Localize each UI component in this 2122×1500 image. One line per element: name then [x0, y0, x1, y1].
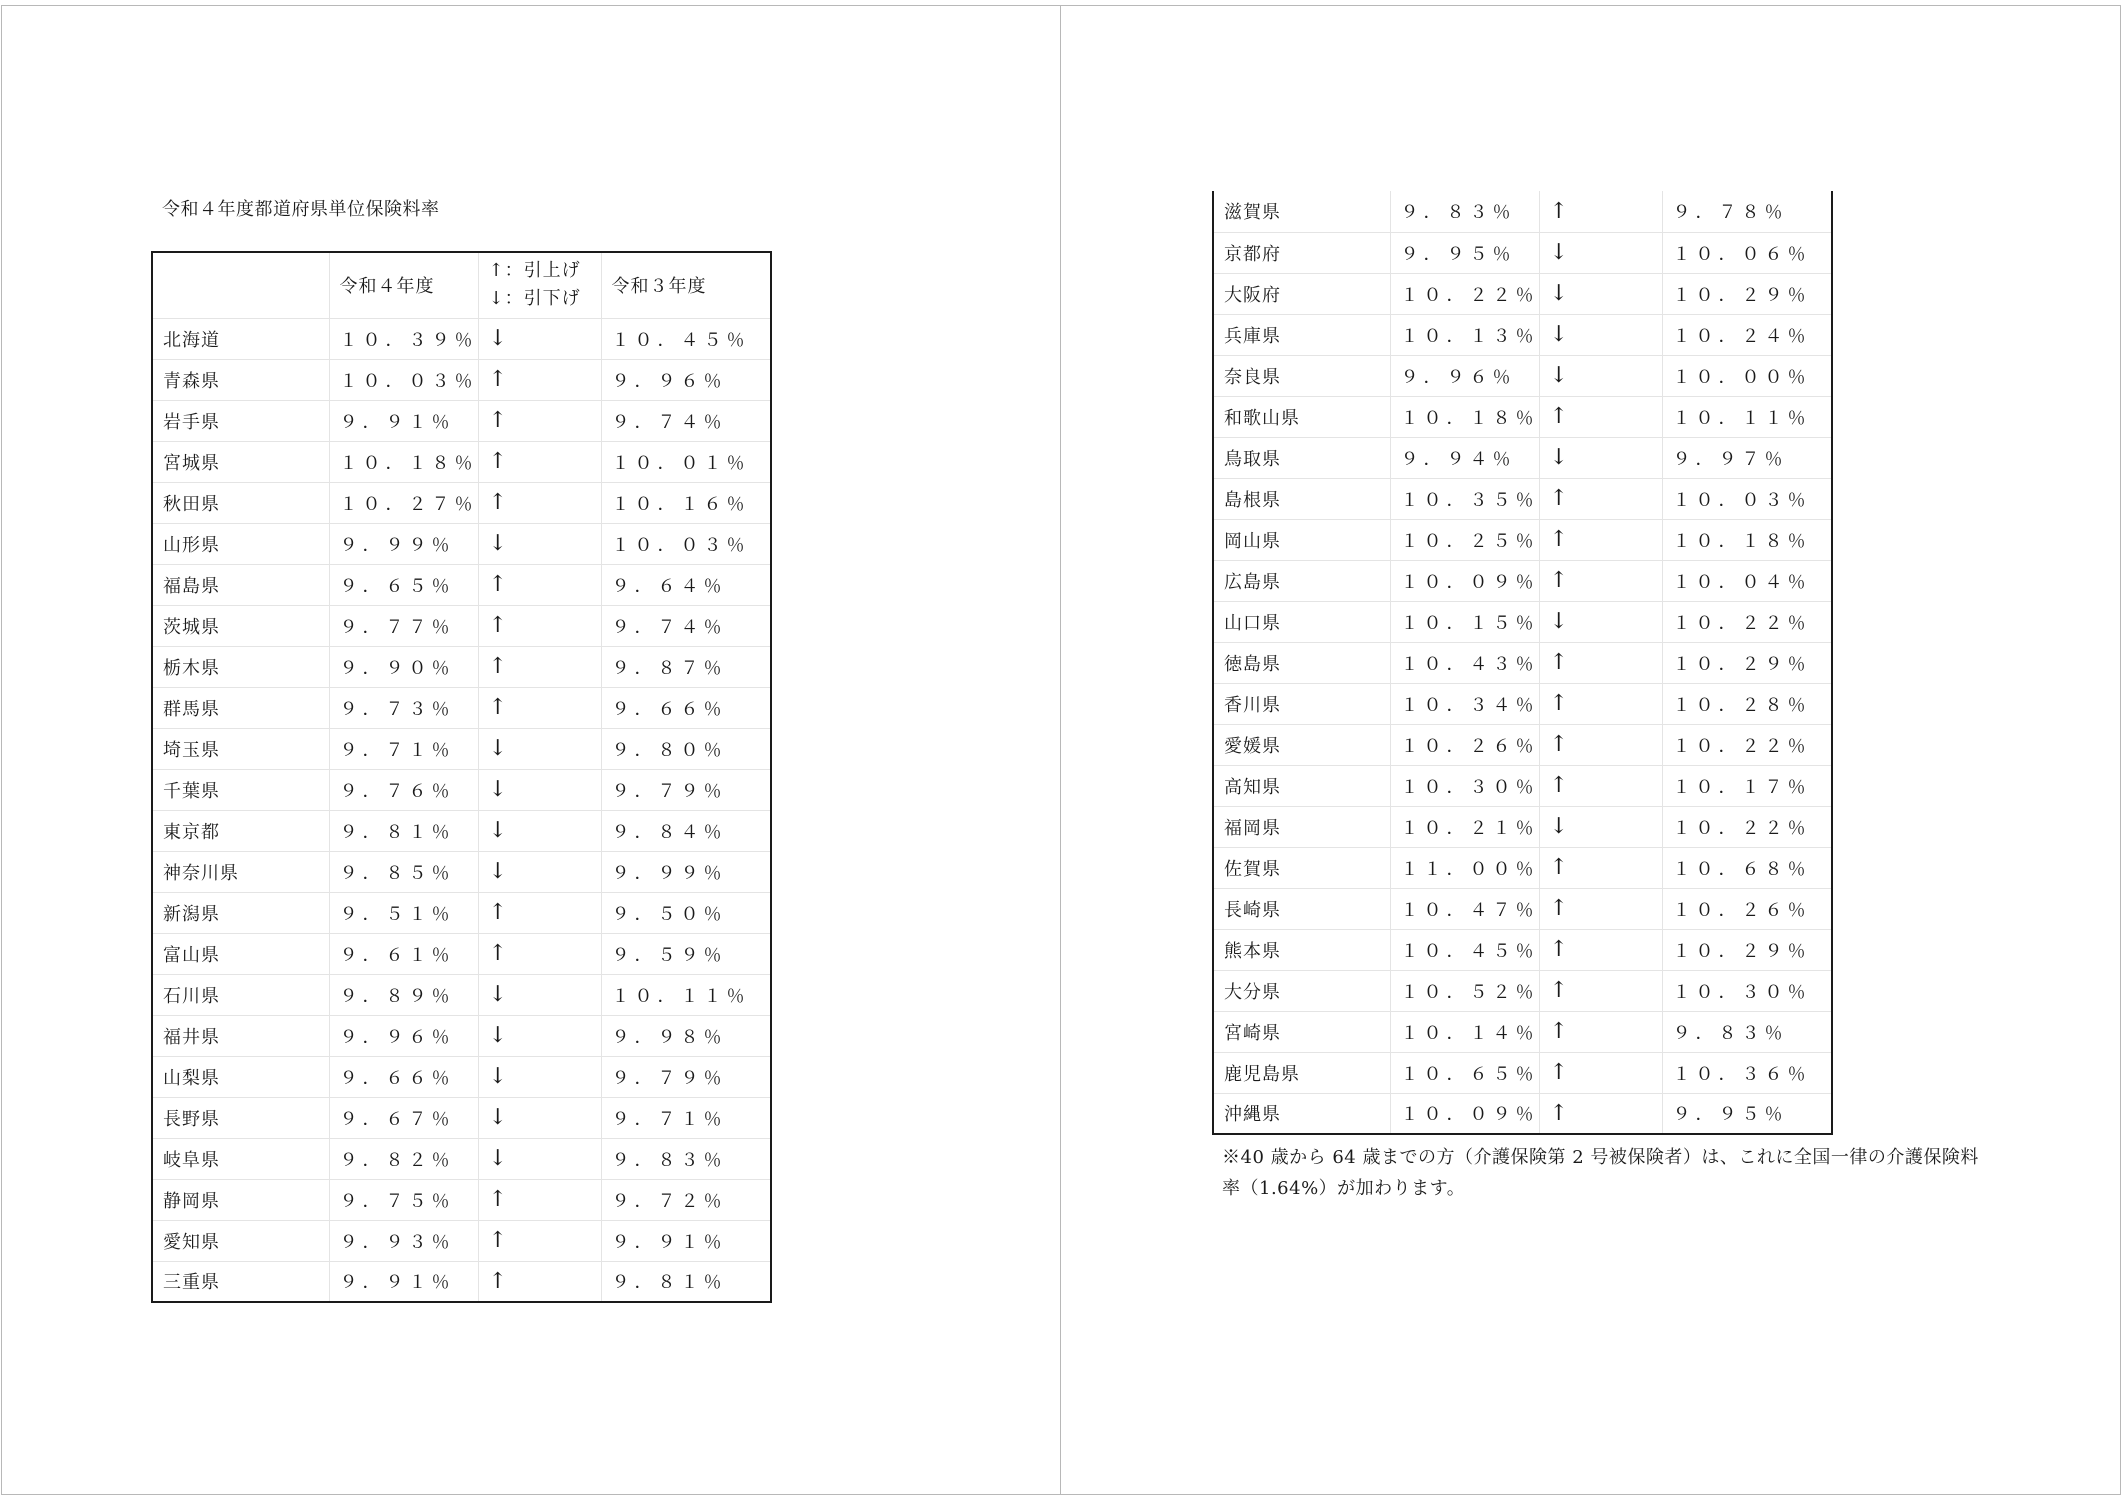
reiwa4-rate-cell: １０．４５％	[1390, 929, 1539, 970]
prefecture-cell: 山形県	[152, 523, 329, 564]
reiwa4-rate-cell: １０．４３％	[1390, 642, 1539, 683]
reiwa3-rate-cell: ９．８１％	[601, 1261, 771, 1302]
prefecture-cell: 東京都	[152, 810, 329, 851]
reiwa4-rate-cell: ９．７３％	[329, 687, 478, 728]
change-arrow-cell: ↓	[478, 318, 601, 359]
reiwa3-rate-cell: ９．８４％	[601, 810, 771, 851]
reiwa3-rate-cell: ９．６６％	[601, 687, 771, 728]
reiwa4-rate-cell: １０．０９％	[1390, 560, 1539, 601]
prefecture-cell: 静岡県	[152, 1179, 329, 1220]
rate-table-left	[151, 251, 772, 1303]
header-legend	[478, 252, 601, 318]
prefecture-cell: 岡山県	[1213, 519, 1390, 560]
reiwa3-rate-cell: １０．００％	[1662, 355, 1832, 396]
table-row	[152, 605, 771, 646]
change-arrow-cell: ↑	[478, 1261, 601, 1302]
prefecture-cell: 大阪府	[1213, 273, 1390, 314]
table-row	[152, 523, 771, 564]
prefecture-cell: 茨城県	[152, 605, 329, 646]
reiwa3-rate-cell: １０．２９％	[1662, 273, 1832, 314]
reiwa4-rate-cell: ９．８９％	[329, 974, 478, 1015]
change-arrow-cell: ↓	[1539, 273, 1662, 314]
reiwa3-rate-cell: １０．４５％	[601, 318, 771, 359]
reiwa4-rate-cell: １０．３５％	[1390, 478, 1539, 519]
prefecture-cell: 長野県	[152, 1097, 329, 1138]
table-row	[1213, 560, 1832, 601]
reiwa3-rate-cell: １０．１８％	[1662, 519, 1832, 560]
change-arrow-cell: ↑	[478, 1220, 601, 1261]
table-row	[152, 482, 771, 523]
prefecture-cell: 福井県	[152, 1015, 329, 1056]
table-row	[1213, 1011, 1832, 1052]
change-arrow-cell: ↑	[478, 359, 601, 400]
reiwa4-rate-cell: ９．９４％	[1390, 437, 1539, 478]
change-arrow-cell: ↑	[478, 441, 601, 482]
reiwa3-rate-cell: ９．８３％	[1662, 1011, 1832, 1052]
table-row	[152, 1220, 771, 1261]
change-arrow-cell: ↑	[478, 646, 601, 687]
table-row	[152, 1097, 771, 1138]
reiwa3-rate-cell: １０．１１％	[1662, 396, 1832, 437]
reiwa4-rate-cell: ９．９０％	[329, 646, 478, 687]
prefecture-cell: 滋賀県	[1224, 202, 1281, 224]
prefecture-cell: 熊本県	[1213, 929, 1390, 970]
prefecture-cell: 岩手県	[152, 400, 329, 441]
change-arrow-cell: ↑	[1539, 970, 1662, 1011]
header-reiwa4: 令和４年度	[329, 252, 478, 318]
reiwa4-rate-cell: ９．６１％	[329, 933, 478, 974]
table-row	[1213, 355, 1832, 396]
table-row	[152, 687, 771, 728]
table-row	[152, 646, 771, 687]
reiwa3-rate-cell: ９．７８％	[1662, 191, 1832, 232]
reiwa4-rate-cell: ９．８２％	[329, 1138, 478, 1179]
prefecture-cell: 山口県	[1213, 601, 1390, 642]
prefecture-cell: 愛知県	[152, 1220, 329, 1261]
prefecture-cell: 徳島県	[1213, 642, 1390, 683]
change-arrow-cell: ↓	[478, 728, 601, 769]
table-row	[1213, 642, 1832, 683]
reiwa3-rate-cell: １０．２２％	[1662, 601, 1832, 642]
reiwa3-rate-cell: ９．９５％	[1662, 1093, 1832, 1134]
prefecture-cell: 鳥取県	[1213, 437, 1390, 478]
prefecture-cell: 秋田県	[152, 482, 329, 523]
reiwa4-rate-cell: ９．８５％	[329, 851, 478, 892]
change-arrow-cell: ↑	[1539, 1011, 1662, 1052]
table-row	[152, 892, 771, 933]
reiwa3-rate-cell: ９．６４％	[601, 564, 771, 605]
table-row	[152, 318, 771, 359]
prefecture-cell: 北海道	[152, 318, 329, 359]
change-arrow-cell: ↑	[1539, 642, 1662, 683]
change-arrow-cell: ↑	[1539, 478, 1662, 519]
reiwa4-rate-cell: ９．７６％	[329, 769, 478, 810]
reiwa3-rate-cell: ９．７４％	[601, 400, 771, 441]
table-row	[152, 810, 771, 851]
change-arrow-cell: ↓	[1539, 437, 1662, 478]
prefecture-cell: 千葉県	[152, 769, 329, 810]
reiwa4-rate-cell: ９．９１％	[329, 400, 478, 441]
prefecture-cell: 神奈川県	[152, 851, 329, 892]
change-arrow-cell: ↓	[478, 1015, 601, 1056]
reiwa3-rate-cell: ９．７９％	[601, 769, 771, 810]
table-row	[152, 851, 771, 892]
table-row	[1213, 806, 1832, 847]
prefecture-cell: 福岡県	[1213, 806, 1390, 847]
reiwa4-rate-cell: ９．７７％	[329, 605, 478, 646]
table-row	[1213, 396, 1832, 437]
table-row	[152, 564, 771, 605]
reiwa4-rate-cell: ９．９６％	[1390, 355, 1539, 396]
change-arrow-cell: ↑	[478, 892, 601, 933]
reiwa4-rate-cell: １０．２５％	[1390, 519, 1539, 560]
table-row	[1213, 273, 1832, 314]
table-row	[1213, 519, 1832, 560]
change-arrow-cell: ↑	[478, 687, 601, 728]
prefecture-cell: 大分県	[1213, 970, 1390, 1011]
table-row	[152, 1179, 771, 1220]
table-row	[1213, 437, 1832, 478]
reiwa3-rate-cell: ９．８３％	[601, 1138, 771, 1179]
rate-table-right	[1212, 191, 1833, 1135]
change-arrow-cell: ↓	[478, 1056, 601, 1097]
reiwa4-rate-cell: ９．７５％	[329, 1179, 478, 1220]
change-arrow-cell: ↑	[1539, 1052, 1662, 1093]
prefecture-cell: 青森県	[152, 359, 329, 400]
reiwa3-rate-cell: ９．７２％	[601, 1179, 771, 1220]
reiwa3-rate-cell: １０．２２％	[1662, 806, 1832, 847]
reiwa4-rate-cell: ９．９１％	[329, 1261, 478, 1302]
reiwa3-rate-cell: １０．２９％	[1662, 929, 1832, 970]
header-prefecture	[152, 252, 329, 318]
table-row	[1213, 1052, 1832, 1093]
change-arrow-cell: ↓	[478, 810, 601, 851]
change-arrow-cell: ↑	[478, 482, 601, 523]
reiwa3-rate-cell: １０．２６％	[1662, 888, 1832, 929]
prefecture-cell: 佐賀県	[1213, 847, 1390, 888]
reiwa3-rate-cell: １０．０６％	[1662, 232, 1832, 273]
table-row	[152, 400, 771, 441]
table-row	[152, 1056, 771, 1097]
table-row	[152, 359, 771, 400]
reiwa3-rate-cell: １０．１７％	[1662, 765, 1832, 806]
prefecture-cell: 群馬県	[152, 687, 329, 728]
change-arrow-cell: ↓	[478, 1138, 601, 1179]
reiwa4-rate-cell: ９．９６％	[329, 1015, 478, 1056]
change-arrow-cell: ↑	[478, 1179, 601, 1220]
table-row	[152, 1138, 771, 1179]
prefecture-cell: 愛媛県	[1213, 724, 1390, 765]
header-reiwa3: 令和３年度	[601, 252, 771, 318]
table-row	[152, 728, 771, 769]
reiwa4-rate-cell: １０．１４％	[1390, 1011, 1539, 1052]
prefecture-cell: 山梨県	[152, 1056, 329, 1097]
prefecture-cell: 島根県	[1213, 478, 1390, 519]
change-arrow-cell: ↓	[1539, 232, 1662, 273]
reiwa3-rate-cell: ９．８０％	[601, 728, 771, 769]
table-row	[1213, 765, 1832, 806]
table-row	[1213, 970, 1832, 1011]
reiwa4-rate-cell: １０．１８％	[1390, 396, 1539, 437]
reiwa4-rate-cell: ９．８３％	[1390, 191, 1539, 232]
table-row	[1213, 929, 1832, 970]
reiwa4-rate-cell: １０．５２％	[1390, 970, 1539, 1011]
legend-down: ↓：引下げ	[488, 288, 581, 310]
table-row	[152, 441, 771, 482]
reiwa4-rate-cell: １１．００％	[1390, 847, 1539, 888]
reiwa4-rate-cell: １０．３９％	[329, 318, 478, 359]
reiwa3-rate-cell: ９．５９％	[601, 933, 771, 974]
reiwa4-rate-cell: ９．７１％	[329, 728, 478, 769]
reiwa4-rate-cell: ９．６５％	[329, 564, 478, 605]
prefecture-cell: 長崎県	[1213, 888, 1390, 929]
reiwa3-rate-cell: ９．７４％	[601, 605, 771, 646]
change-arrow-cell: ↑	[1539, 683, 1662, 724]
reiwa3-rate-cell: １０．１１％	[601, 974, 771, 1015]
prefecture-cell: 石川県	[152, 974, 329, 1015]
reiwa3-rate-cell: ９．８７％	[601, 646, 771, 687]
table-row	[152, 769, 771, 810]
reiwa4-rate-cell: ９．６７％	[329, 1097, 478, 1138]
reiwa4-rate-cell: ９．９９％	[329, 523, 478, 564]
prefecture-cell: 京都府	[1213, 232, 1390, 273]
change-arrow-cell: ↓	[478, 769, 601, 810]
reiwa4-rate-cell: ９．６６％	[329, 1056, 478, 1097]
reiwa3-rate-cell: １０．３６％	[1662, 1052, 1832, 1093]
reiwa4-rate-cell: １０．３４％	[1390, 683, 1539, 724]
change-arrow-cell: ↑	[478, 933, 601, 974]
footnote: ※40 歳から 64 歳までの方（介護保険第 2 号被保険者）は、これに全国一律の介護保険料率（1.64%）が加わります。	[1222, 1147, 1979, 1199]
change-arrow-cell: ↑	[478, 605, 601, 646]
prefecture-cell: 岐阜県	[152, 1138, 329, 1179]
reiwa4-rate-cell: １０．０９％	[1390, 1093, 1539, 1134]
change-arrow-cell: ↓	[478, 1097, 601, 1138]
change-arrow-cell: ↑	[1539, 724, 1662, 765]
change-arrow-cell: ↑	[1539, 191, 1662, 232]
reiwa3-rate-cell: ９．９９％	[601, 851, 771, 892]
table-row	[1213, 1093, 1832, 1134]
table-row	[152, 933, 771, 974]
reiwa3-rate-cell: １０．２９％	[1662, 642, 1832, 683]
prefecture-cell: 沖縄県	[1213, 1093, 1390, 1134]
reiwa3-rate-cell: ９．７１％	[601, 1097, 771, 1138]
reiwa3-rate-cell: １０．３０％	[1662, 970, 1832, 1011]
change-arrow-cell: ↓	[1539, 601, 1662, 642]
change-arrow-cell: ↓	[1539, 314, 1662, 355]
reiwa4-rate-cell: １０．２７％	[329, 482, 478, 523]
reiwa3-rate-cell: ９．９８％	[601, 1015, 771, 1056]
reiwa4-rate-cell: １０．４７％	[1390, 888, 1539, 929]
change-arrow-cell: ↑	[478, 564, 601, 605]
prefecture-cell: 兵庫県	[1213, 314, 1390, 355]
change-arrow-cell: ↑	[1539, 929, 1662, 970]
prefecture-cell: 埼玉県	[152, 728, 329, 769]
change-arrow-cell: ↑	[1539, 560, 1662, 601]
table-row	[1213, 683, 1832, 724]
prefecture-cell: 宮城県	[152, 441, 329, 482]
prefecture-cell: 新潟県	[152, 892, 329, 933]
reiwa3-rate-cell: ９．７９％	[601, 1056, 771, 1097]
prefecture-cell: 広島県	[1213, 560, 1390, 601]
prefecture-cell: 鹿児島県	[1213, 1052, 1390, 1093]
reiwa4-rate-cell: １０．１５％	[1390, 601, 1539, 642]
table-row	[1213, 888, 1832, 929]
reiwa3-rate-cell: １０．１６％	[601, 482, 771, 523]
reiwa3-rate-cell: １０．２２％	[1662, 724, 1832, 765]
reiwa4-rate-cell: ９．５１％	[329, 892, 478, 933]
prefecture-cell: 高知県	[1213, 765, 1390, 806]
reiwa3-rate-cell: １０．０３％	[601, 523, 771, 564]
reiwa4-rate-cell: １０．１３％	[1390, 314, 1539, 355]
reiwa4-rate-cell: １０．２６％	[1390, 724, 1539, 765]
reiwa4-rate-cell: １０．１８％	[329, 441, 478, 482]
table-row	[1213, 847, 1832, 888]
change-arrow-cell: ↑	[1539, 519, 1662, 560]
reiwa3-rate-cell: ９．５０％	[601, 892, 771, 933]
reiwa3-rate-cell: １０．０４％	[1662, 560, 1832, 601]
prefecture-cell: 福島県	[152, 564, 329, 605]
prefecture-cell: 香川県	[1213, 683, 1390, 724]
change-arrow-cell: ↑	[1539, 1093, 1662, 1134]
reiwa4-rate-cell: １０．２２％	[1390, 273, 1539, 314]
reiwa3-rate-cell: １０．６８％	[1662, 847, 1832, 888]
table-row	[152, 1261, 771, 1302]
prefecture-cell: 三重県	[152, 1261, 329, 1302]
reiwa3-rate-cell: １０．０１％	[601, 441, 771, 482]
prefecture-cell: 富山県	[152, 933, 329, 974]
table-row	[1213, 191, 1832, 232]
table-row	[1213, 314, 1832, 355]
reiwa3-rate-cell: ９．９１％	[601, 1220, 771, 1261]
reiwa4-rate-cell: ９．９３％	[329, 1220, 478, 1261]
change-arrow-cell: ↓	[478, 974, 601, 1015]
change-arrow-cell: ↑	[478, 400, 601, 441]
legend-up: ↑：引上げ	[488, 260, 581, 282]
table-row	[1213, 601, 1832, 642]
reiwa4-rate-cell: １０．０３％	[329, 359, 478, 400]
table-row	[152, 1015, 771, 1056]
table-header-row	[152, 252, 771, 318]
table-row	[1213, 478, 1832, 519]
change-arrow-cell: ↓	[478, 523, 601, 564]
reiwa3-rate-cell: ９．９６％	[601, 359, 771, 400]
reiwa4-rate-cell: １０．２１％	[1390, 806, 1539, 847]
table-row	[1213, 724, 1832, 765]
prefecture-cell: 和歌山県	[1213, 396, 1390, 437]
reiwa3-rate-cell: １０．２４％	[1662, 314, 1832, 355]
change-arrow-cell: ↑	[1539, 847, 1662, 888]
change-arrow-cell: ↓	[478, 851, 601, 892]
prefecture-cell: 奈良県	[1213, 355, 1390, 396]
reiwa4-rate-cell: ９．９５％	[1390, 232, 1539, 273]
reiwa3-rate-cell: １０．２８％	[1662, 683, 1832, 724]
reiwa4-rate-cell: １０．３０％	[1390, 765, 1539, 806]
reiwa4-rate-cell: ９．８１％	[329, 810, 478, 851]
change-arrow-cell: ↑	[1539, 888, 1662, 929]
change-arrow-cell: ↑	[1539, 765, 1662, 806]
prefecture-cell: 宮崎県	[1213, 1011, 1390, 1052]
reiwa4-rate-cell: １０．６５％	[1390, 1052, 1539, 1093]
change-arrow-cell: ↓	[1539, 355, 1662, 396]
reiwa3-rate-cell: １０．０３％	[1662, 478, 1832, 519]
reiwa3-rate-cell: ９．９７％	[1662, 437, 1832, 478]
change-arrow-cell: ↓	[1539, 806, 1662, 847]
prefecture-cell: 栃木県	[152, 646, 329, 687]
change-arrow-cell: ↑	[1539, 396, 1662, 437]
table-row	[1213, 232, 1832, 273]
document-title: 令和４年度都道府県単位保険料率	[162, 199, 440, 220]
table-row	[152, 974, 771, 1015]
